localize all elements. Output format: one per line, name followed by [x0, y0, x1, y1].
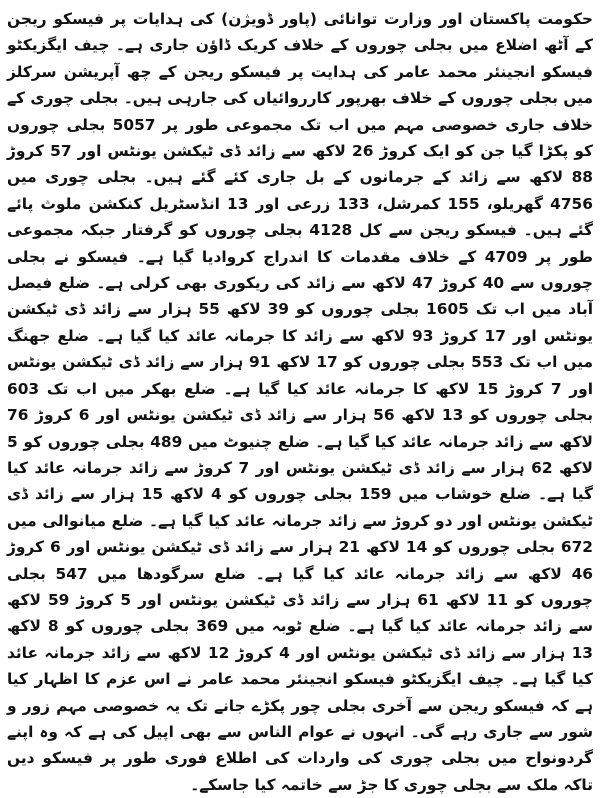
news-article-body: حکومت پاکستان اور وزارت توانائی (پاور ڈویژن) کی ہدایات پر فیسکو ریجن کے آٹھ اضلاع میں بجلی چوروں کے خلاف کریک ڈاؤن جاری ہے۔ چیف ایگزیکٹو فیسکو انجینئر محمد عامر کی ہدایت پر فیسکو ریجن کے چھ آپریشن سرکلز میں بجلی چوروں کے خلاف بھرپور کارروائیاں کی جارہی ہیں۔ بجلی چوری کے خلاف جاری خصوصی مہم میں اب تک مجموعی طور پر 5057 بجلی چوروں کو پکڑا گیا جن کو ایک کروڑ 26 لاکھ سے زائد ڈی ٹیکشن یونٹس اور 57 کروڑ 88 لاکھ سے زائد کے جرمانوں کے بل جاری کئے گئے ہیں۔ بجلی چوری میں 4756 گھریلو، 155 کمرشل، 133 زرعی اور 13 انڈسٹریل کنکشن ملوث پائے گئے ہیں۔ فیسکو ریجن سے کل 4128 بجلی چوروں کو گرفتار جبکہ مجموعی طور پر 4709 کے خلاف مقدمات کا اندراج کروادیا گیا ہے۔ فیسکو نے بجلی چوروں سے 40 کروڑ 47 لاکھ سے زائد کی ریکوری بھی کرلی ہے۔ ضلع فیصل آباد میں اب تک 1605 بجلی چوروں کو 39 لاکھ 55 ہزار سے زائد ڈی ٹیکشن یونٹس اور 17 کروڑ 93 لاکھ سے زائد کا جرمانہ عائد کیا گیا ہے۔ ضلع جھنگ میں اب تک 553 بجلی چوروں کو 17 لاکھ 91 ہزار سے زائد ڈی ٹیکشن یونٹس اور 7 کروڑ 15 لاکھ کا جرمانہ عائد کیا گیا ہے۔ ضلع بھکر میں اب تک 603 بجلی چوروں کو 13 لاکھ 56 ہزار سے زائد ڈی ٹیکشن یونٹس اور 6 کروڑ 76 لاکھ سے زائد جرمانہ عائد کیا گیا ہے۔ ضلع چنیوٹ میں 489 بجلی چوروں کو 5 لاکھ 62 ہزار سے زائد ڈی ٹیکشن یونٹس اور 7 کروڑ سے زائد جرمانہ عائد کیا گیا ہے۔ ضلع خوشاب میں 159 بجلی چوروں کو 4 لاکھ 15 ہزار سے زائد ڈی ٹیکشن یونٹس اور دو کروڑ سے زائد جرمانہ عائد کیا گیا ہے۔ ضلع میانوالی میں 672 بجلی چوروں کو 14 لاکھ 21 ہزار سے زائد ڈی ٹیکشن یونٹس اور 6 کروڑ 46 لاکھ سے زائد جرمانہ عائد کیا گیا ہے۔ ضلع سرگودھا میں 547 بجلی چوروں کو 11 لاکھ 61 ہزار سے زائد ڈی ٹیکشن یونٹس اور 5 کروڑ 59 لاکھ سے زائد جرمانہ عائد کیا گیا ہے۔ ضلع ٹوبہ میں 369 بجلی چوروں کو 8 لاکھ 13 ہزار سے زائد ڈی ٹیکشن یونٹس اور 4 کروڑ 12 لاکھ سے زائد جرمانہ عائد کیا گیا ہے۔ چیف ایگزیکٹو فیسکو انجینئر محمد عامر نے اس عزم کا اظہار کیا ہے کہ فیسکو ریجن سے آخری بجلی چور پکڑے جانے تک یہ خصوصی مہم زور و شور سے جاری رہے گی۔ انہوں نے عوام الناس سے بھی اپیل کی ہے کہ وہ اپنے گردونواح میں بجلی چوری کی واردات کی اطلاع فوری طور پر فیسکو دیں تاکہ ملک سے بجلی چوری کا جڑ سے خاتمہ کیا جاسکے۔ [7, 10, 594, 794]
